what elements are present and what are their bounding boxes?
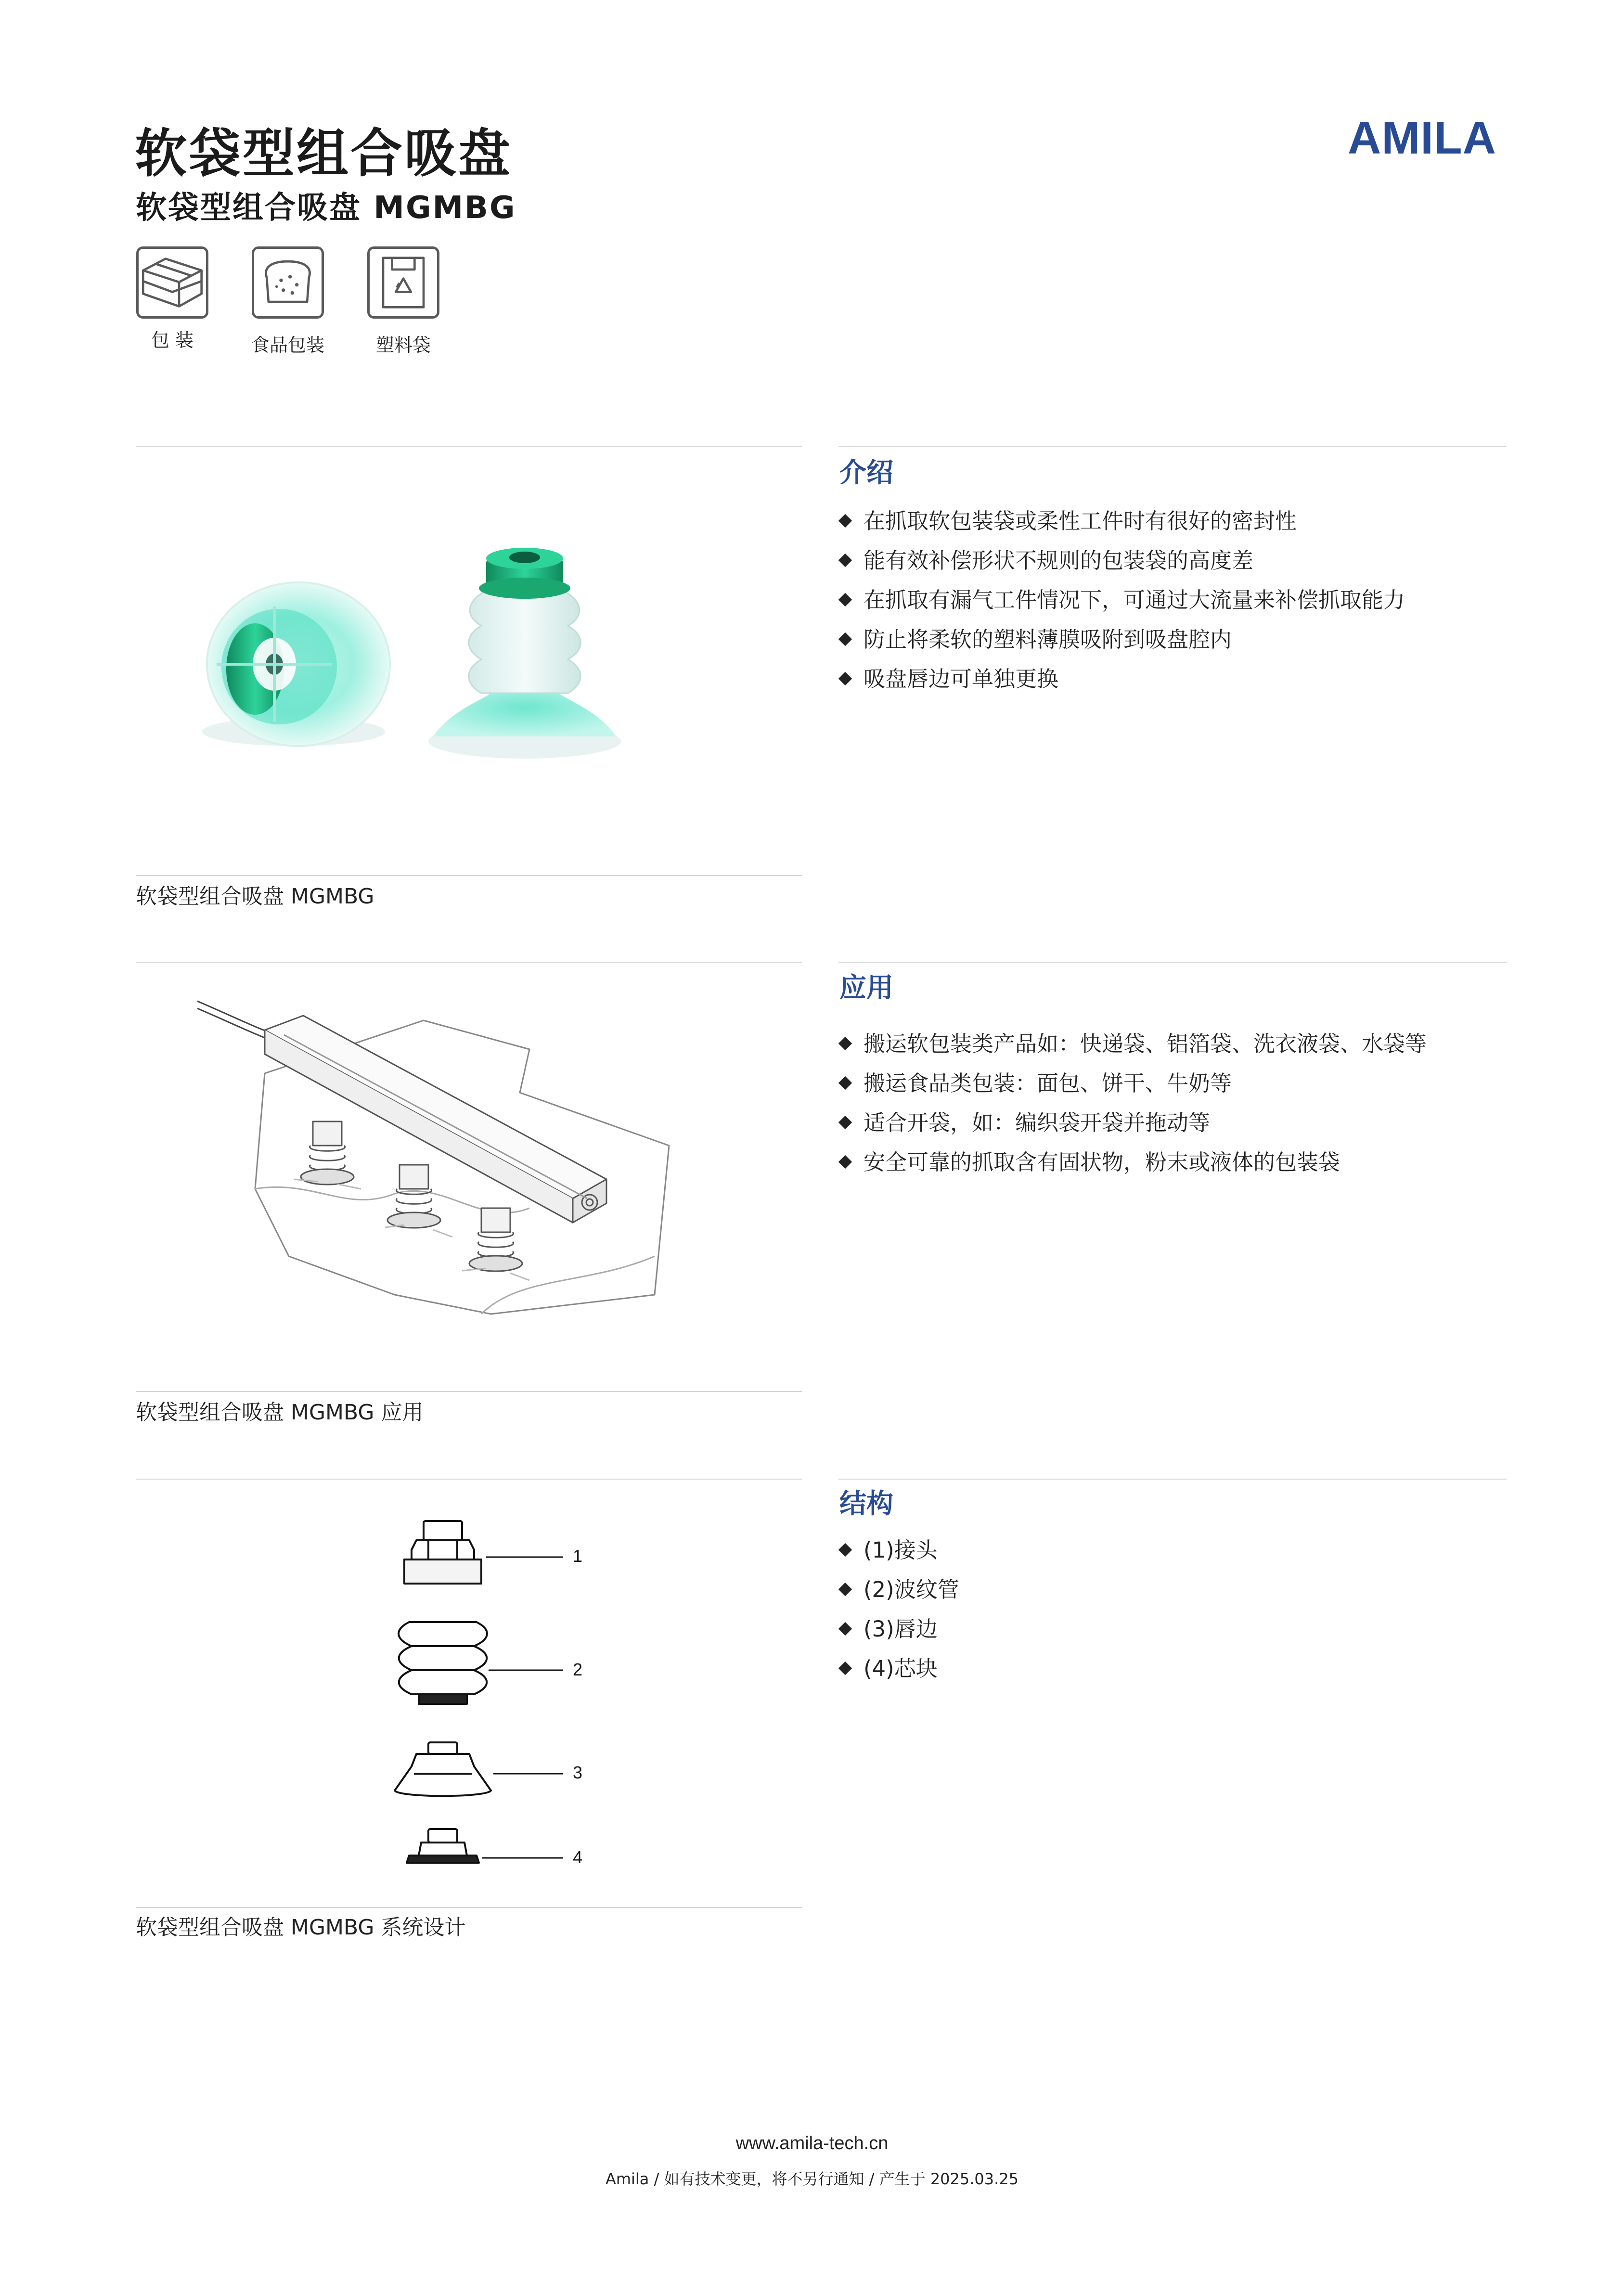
application-title: 应用	[839, 972, 893, 1004]
product-photo	[183, 529, 703, 780]
application-caption: 软袋型组合吸盘 MGMBG 应用	[136, 1400, 424, 1425]
intro-title: 介绍	[839, 457, 893, 489]
callout-2: 2	[573, 1660, 583, 1679]
list-item: 在抓取软包装袋或柔性工件时有很好的密封性	[838, 502, 1405, 541]
footer-notice: Amila / 如有技术变更，将不另行通知 / 产生于 2025.03.25	[605, 2170, 1019, 2188]
list-item: 适合开袋，如：编织袋开袋并拖动等	[838, 1103, 1427, 1143]
divider	[838, 1479, 1507, 1480]
callout-3: 3	[573, 1763, 583, 1782]
intro-list	[838, 502, 1405, 699]
structure-caption: 软袋型组合吸盘 MGMBG 系统设计	[136, 1915, 466, 1940]
brand-logo: AMILA	[1348, 112, 1496, 164]
callout-4: 4	[573, 1847, 583, 1867]
divider	[838, 446, 1507, 447]
icon-label-food: 食品包装	[251, 335, 324, 356]
list-item: (3)唇边	[838, 1610, 959, 1649]
list-item: (2)波纹管	[838, 1570, 959, 1610]
list-item: (1)接头	[838, 1531, 959, 1570]
footer-website[interactable]: www.amila-tech.cn	[735, 2133, 889, 2153]
application-list	[838, 1024, 1427, 1182]
application-illustration	[193, 987, 674, 1324]
list-item: (4)芯块	[838, 1649, 959, 1688]
list-item: 安全可靠的抓取含有固状物，粉末或液体的包装袋	[838, 1143, 1427, 1182]
structure-list	[838, 1531, 959, 1688]
divider	[136, 1907, 802, 1908]
plastic-bag-recycle-icon	[367, 246, 439, 319]
page-subtitle: 软袋型组合吸盘 MGMBG	[136, 190, 516, 226]
bread-food-icon	[252, 246, 324, 319]
list-item: 能有效补偿形状不规则的包装袋的高度差	[838, 541, 1405, 580]
divider	[136, 875, 802, 876]
structure-title: 结构	[839, 1488, 893, 1520]
icon-label-plastic-bag: 塑料袋	[375, 335, 431, 356]
divider	[136, 1391, 802, 1392]
list-item: 吸盘唇边可单独更换	[838, 659, 1405, 699]
callout-1: 1	[573, 1546, 583, 1566]
list-item: 防止将柔软的塑料薄膜吸附到吸盘腔内	[838, 620, 1405, 659]
divider	[136, 446, 802, 447]
icon-label-package: 包 装	[151, 330, 194, 351]
list-item: 在抓取有漏气工件情况下，可通过大流量来补偿抓取能力	[838, 580, 1405, 620]
intro-caption: 软袋型组合吸盘 MGMBG	[136, 884, 374, 909]
page-title: 软袋型组合吸盘	[135, 124, 513, 184]
divider	[838, 962, 1507, 963]
box-package-icon	[136, 246, 208, 319]
exploded-view-diagram	[371, 1511, 602, 1877]
divider	[136, 1479, 802, 1480]
list-item: 搬运软包装类产品如：快递袋、铝箔袋、洗衣液袋、水袋等	[838, 1024, 1427, 1064]
divider	[136, 962, 802, 963]
list-item: 搬运食品类包装：面包、饼干、牛奶等	[838, 1064, 1427, 1103]
